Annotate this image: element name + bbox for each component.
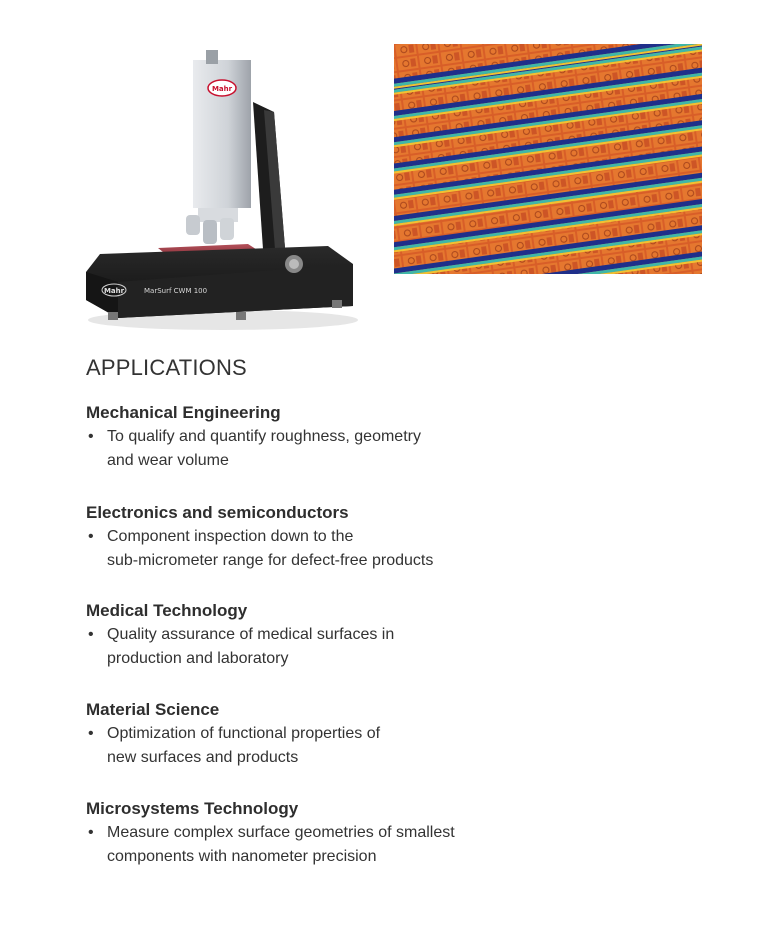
bullet-icon: • [88, 428, 94, 445]
application-heading: Electronics and semiconductors [86, 503, 349, 522]
bullet-line: Measure complex surface geometries of smallest [107, 824, 455, 841]
bullet-line: new surfaces and products [107, 749, 299, 766]
application-bullet [86, 821, 546, 869]
application-heading: Medical Technology [86, 601, 248, 620]
model-label: MarSurf CWM 100 [144, 287, 208, 295]
application-block [86, 401, 546, 473]
bullet-line: and wear volume [107, 452, 229, 469]
product-image [78, 50, 363, 335]
application-heading: Microsystems Technology [86, 799, 299, 818]
application-heading: Mechanical Engineering [86, 403, 281, 422]
application-heading: Material Science [86, 700, 220, 719]
bullet-line: components with nanometer precision [107, 848, 377, 865]
bullet-line: Component inspection down to the [107, 528, 354, 545]
applications-title: APPLICATIONS [86, 355, 247, 380]
bullet-line: production and laboratory [107, 650, 289, 667]
bullet-line: sub-micrometer range for defect-free products [107, 552, 434, 569]
application-block [86, 599, 546, 671]
bullet-icon: • [88, 626, 94, 643]
bullet-icon: • [88, 824, 94, 841]
application-bullet [86, 525, 546, 573]
brand-logo-top: Mahr [211, 85, 233, 93]
surface-micrograph [394, 44, 702, 274]
brand-logo-base: Mahr [103, 287, 125, 295]
application-bullet [86, 722, 546, 770]
application-bullet [86, 425, 546, 473]
application-block [86, 698, 546, 770]
bullet-line: Optimization of functional properties of [107, 725, 381, 742]
bullet-icon: • [88, 725, 94, 742]
application-bullet [86, 623, 546, 671]
bullet-line: Quality assurance of medical surfaces in [107, 626, 395, 643]
application-block [86, 797, 546, 869]
bullet-icon: • [88, 528, 94, 545]
application-block [86, 501, 546, 573]
bullet-line: To qualify and quantify roughness, geometry [107, 428, 421, 445]
